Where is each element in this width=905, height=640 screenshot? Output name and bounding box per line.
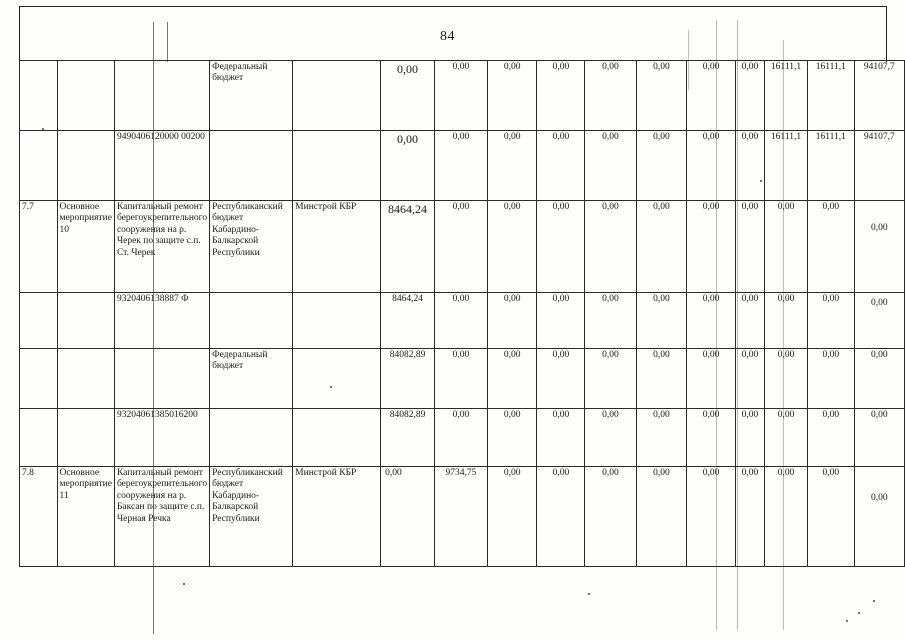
- value-cell: 84082,89: [381, 349, 435, 409]
- executor-cell: Минстрой КБР: [293, 467, 381, 567]
- funding-source-cell: Федеральный бюджет: [210, 61, 293, 131]
- value-cell: 0,00: [854, 293, 904, 349]
- value-cell: 0,00: [735, 409, 764, 467]
- measure-type-cell: [57, 293, 114, 349]
- value-cell: 9734,75: [434, 467, 487, 567]
- value-cell: 0,00: [765, 409, 808, 467]
- scan-artifact-line: [716, 20, 717, 630]
- value-cell: 0,00: [854, 349, 904, 409]
- value-cell: 8464,24: [381, 201, 435, 293]
- value-cell: 0,00: [636, 467, 687, 567]
- value-cell: 16111,1: [765, 61, 808, 131]
- description-cell: 9320406138887 Ф: [114, 293, 209, 349]
- value-cell: 0,00: [537, 409, 585, 467]
- funding-source-cell: [210, 293, 293, 349]
- executor-cell: [293, 61, 381, 131]
- value-cell: 0,00: [537, 349, 585, 409]
- executor-cell: Минстрой КБР: [293, 201, 381, 293]
- description-cell: [114, 61, 209, 131]
- value-cell: 0,00: [765, 293, 808, 349]
- value-cell: 0,00: [537, 293, 585, 349]
- value-cell: 0,00: [687, 201, 736, 293]
- value-cell: 0,00: [636, 201, 687, 293]
- scan-speck: [846, 620, 848, 622]
- measure-type-cell: [57, 409, 114, 467]
- value-cell: 0,00: [585, 201, 636, 293]
- value-cell: 0,00: [765, 349, 808, 409]
- description-cell: Капитальный ремонт берегоукрепительного сооружения на р. Черек по защите с.п. Ст. Черек: [114, 201, 209, 293]
- scan-speck: [183, 583, 185, 585]
- measure-type-cell: [57, 349, 114, 409]
- table-row: [20, 467, 905, 567]
- value-cell: 0,00: [487, 131, 537, 201]
- value-cell: 0,00: [735, 349, 764, 409]
- budget-table: [19, 60, 905, 567]
- top-border-line: [19, 6, 887, 7]
- page-number: 84: [440, 29, 455, 44]
- scan-speck: [760, 180, 762, 182]
- funding-source-cell: [210, 409, 293, 467]
- value-cell: 0,00: [854, 201, 904, 293]
- executor-cell: [293, 293, 381, 349]
- value-cell: 0,00: [487, 61, 537, 131]
- value-cell: 0,00: [808, 409, 855, 467]
- value-cell: 0,00: [808, 349, 855, 409]
- scan-speck: [330, 386, 332, 388]
- value-cell: 0,00: [537, 131, 585, 201]
- funding-source-cell: Федеральный бюджет: [210, 349, 293, 409]
- value-cell: 0,00: [735, 467, 764, 567]
- value-cell: 0,00: [381, 131, 435, 201]
- value-cell: 0,00: [687, 131, 736, 201]
- table-row: [20, 293, 905, 349]
- row-number-cell: [20, 409, 58, 467]
- value-cell: 0,00: [735, 201, 764, 293]
- value-cell: 0,00: [381, 61, 435, 131]
- value-cell: 8464,24: [381, 293, 435, 349]
- table-row: [20, 349, 905, 409]
- value-cell: 0,00: [585, 293, 636, 349]
- value-cell: 16111,1: [765, 131, 808, 201]
- value-cell: 94107,7: [854, 61, 904, 131]
- value-cell: 0,00: [434, 293, 487, 349]
- table-row: [20, 61, 905, 131]
- scan-speck: [588, 593, 590, 595]
- value-cell: 16111,1: [808, 61, 855, 131]
- value-cell: 0,00: [537, 61, 585, 131]
- row-number-cell: [20, 61, 58, 131]
- value-cell: 94107,7: [854, 131, 904, 201]
- funding-source-cell: Республиканский бюджет Кабардино-Балкарской Республики: [210, 467, 293, 567]
- scan-artifact-line: [688, 30, 689, 90]
- value-cell: 0,00: [434, 201, 487, 293]
- description-cell: 93204061385016200: [114, 409, 209, 467]
- value-cell: 0,00: [487, 349, 537, 409]
- right-border-line: [886, 6, 887, 62]
- row-number-cell: [20, 349, 58, 409]
- value-cell: 0,00: [636, 131, 687, 201]
- funding-source-cell: [210, 131, 293, 201]
- value-cell: 0,00: [854, 467, 904, 567]
- value-cell: 0,00: [687, 409, 736, 467]
- value-cell: 0,00: [808, 467, 855, 567]
- left-border-line: [19, 6, 20, 62]
- value-cell: 0,00: [434, 61, 487, 131]
- scan-speck: [873, 600, 875, 602]
- measure-type-cell: Основное мероприятие 11: [57, 467, 114, 567]
- measure-type-cell: Основное мероприятие 10: [57, 201, 114, 293]
- value-cell: 0,00: [808, 293, 855, 349]
- scan-artifact-line: [783, 40, 784, 630]
- value-cell: 0,00: [636, 293, 687, 349]
- description-cell: 9490406120000 00200: [114, 131, 209, 201]
- value-cell: 0,00: [687, 467, 736, 567]
- executor-cell: [293, 349, 381, 409]
- value-cell: 0,00: [808, 201, 855, 293]
- value-cell: 0,00: [636, 409, 687, 467]
- funding-source-cell: Республиканский бюджет Кабардино-Балкарской Республики: [210, 201, 293, 293]
- value-cell: 0,00: [735, 293, 764, 349]
- value-cell: 0,00: [487, 467, 537, 567]
- scan-speck: [42, 128, 44, 130]
- value-cell: 0,00: [585, 467, 636, 567]
- value-cell: 0,00: [636, 61, 687, 131]
- value-cell: 0,00: [687, 293, 736, 349]
- description-cell: Капитальный ремонт берегоукрепительного сооружения на р. Баксан по защите с.п. Черная Речка: [114, 467, 209, 567]
- value-cell: 0,00: [487, 293, 537, 349]
- description-cell: [114, 349, 209, 409]
- value-cell: 0,00: [537, 201, 585, 293]
- value-cell: 0,00: [381, 467, 435, 567]
- value-cell: 0,00: [854, 409, 904, 467]
- measure-type-cell: [57, 131, 114, 201]
- row-number-cell: [20, 293, 58, 349]
- value-cell: 0,00: [434, 349, 487, 409]
- value-cell: 0,00: [585, 61, 636, 131]
- value-cell: 0,00: [585, 131, 636, 201]
- scan-artifact-line: [737, 20, 738, 630]
- table-row: [20, 201, 905, 293]
- value-cell: 0,00: [735, 131, 764, 201]
- value-cell: 0,00: [487, 201, 537, 293]
- value-cell: 84082,89: [381, 409, 435, 467]
- measure-type-cell: [57, 61, 114, 131]
- table-row: [20, 131, 905, 201]
- value-cell: 0,00: [687, 349, 736, 409]
- scan-speck: [858, 612, 860, 614]
- value-cell: 0,00: [434, 409, 487, 467]
- value-cell: 16111,1: [808, 131, 855, 201]
- executor-cell: [293, 131, 381, 201]
- executor-cell: [293, 409, 381, 467]
- value-cell: 0,00: [585, 349, 636, 409]
- value-cell: 0,00: [735, 61, 764, 131]
- value-cell: 0,00: [585, 409, 636, 467]
- value-cell: 0,00: [687, 61, 736, 131]
- value-cell: 0,00: [765, 201, 808, 293]
- value-cell: 0,00: [434, 131, 487, 201]
- value-cell: 0,00: [765, 467, 808, 567]
- value-cell: 0,00: [487, 409, 537, 467]
- table-row: [20, 409, 905, 467]
- column-guide-line: [167, 22, 168, 62]
- row-number-cell: [20, 131, 58, 201]
- value-cell: 0,00: [636, 349, 687, 409]
- row-number-cell: 7.8: [20, 467, 58, 567]
- value-cell: 0,00: [537, 467, 585, 567]
- row-number-cell: 7.7: [20, 201, 58, 293]
